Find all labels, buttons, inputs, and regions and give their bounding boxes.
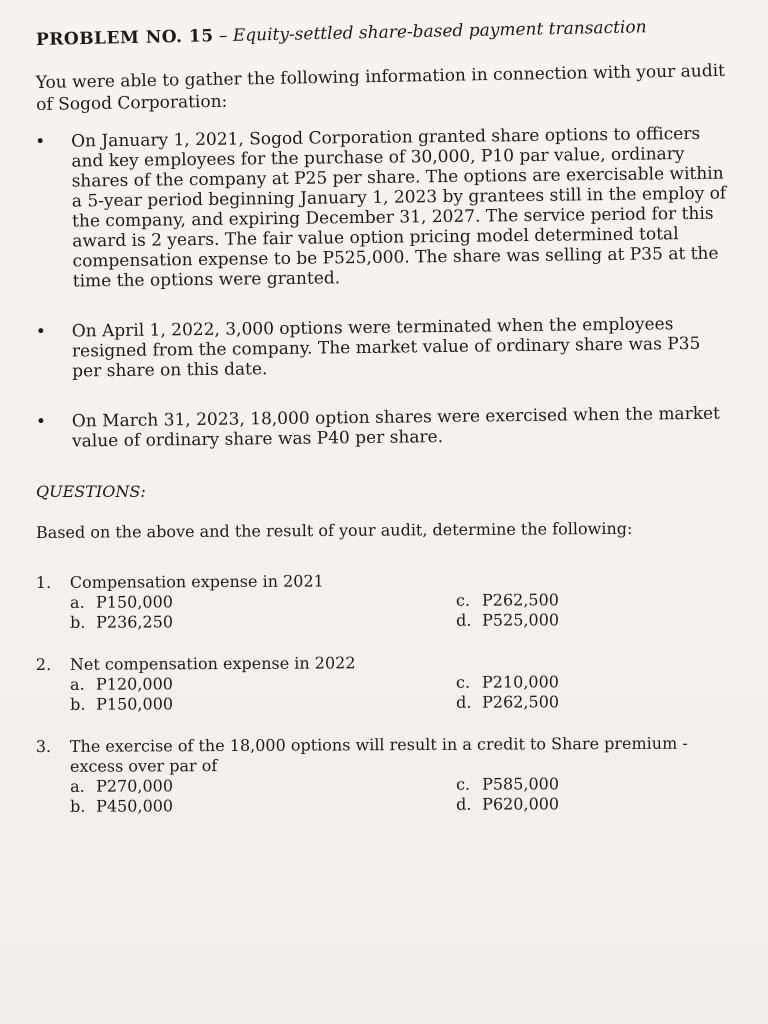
- choice-letter: c.: [455, 774, 471, 794]
- choice-value: P150,000: [95, 592, 173, 612]
- choice-grid: [70, 773, 728, 816]
- choice-grid: [70, 589, 728, 632]
- choice-letter: d.: [456, 610, 472, 630]
- question-text: The exercise of the 18,000 options will result in a credit to Share premium - excess over par of: [69, 733, 688, 776]
- choice-value: P262,500: [481, 590, 559, 610]
- choice-letter: d.: [456, 692, 472, 712]
- choice-value: P620,000: [482, 794, 560, 814]
- choice-value: P525,000: [482, 610, 560, 630]
- choice-letter: c.: [455, 672, 471, 692]
- fact-text: On March 31, 2023, 18,000 option shares were exercised when the market value of ordinary share was P40 per share.: [71, 403, 721, 452]
- title-dash: –: [213, 25, 234, 47]
- problem-label: PROBLEM NO. 15: [35, 26, 214, 50]
- choice-option: [70, 693, 456, 715]
- choice-option: [70, 591, 456, 613]
- choice-option: [456, 590, 696, 611]
- choice-value: P450,000: [96, 796, 174, 816]
- question-text: Net compensation expense in 2022: [69, 653, 356, 674]
- choice-option: [70, 611, 456, 633]
- problem-title: [36, 14, 728, 52]
- question-item: [36, 569, 728, 633]
- fact-text: On April 1, 2022, 3,000 options were terminated when the employees resigned from the company. The market value of ordinary share was P35 per share on this date.: [71, 314, 701, 382]
- facts-list: [35, 123, 728, 452]
- fact-item: [36, 404, 728, 452]
- choice-letter: a.: [69, 592, 85, 612]
- fact-text: On January 1, 2021, Sogod Corporation granted share options to officers and key employees for the purchase of 30,000, P10 par value, ordinary shares of the company at P25 per share. The options are exercisable within a 5-year period beginning January 1, 2023 by grantees still in the employ of the company, and expiring December 31, 2027. The service period for this award is 2 years. The fair value option pricing model determined total compensation expense to be P525,000. The share was selling at P35 at the time the options were granted.: [71, 123, 727, 292]
- question-text: Compensation expense in 2021: [69, 571, 324, 592]
- question-number: 1.: [35, 572, 52, 593]
- choice-letter: a.: [69, 776, 85, 796]
- question-number: 2.: [35, 654, 52, 675]
- choice-value: P210,000: [481, 672, 559, 692]
- problem-subtitle: Equity-settled share-based payment transaction: [232, 17, 647, 46]
- question-item: [36, 651, 728, 715]
- question-item: [36, 733, 728, 817]
- bullet-icon: •: [35, 321, 46, 343]
- choice-letter: b.: [70, 612, 86, 632]
- choice-option: [456, 794, 696, 815]
- choice-option: [70, 775, 456, 797]
- choice-option: [456, 672, 696, 693]
- fact-item: [36, 314, 729, 382]
- choice-value: P262,500: [482, 692, 560, 712]
- question-number: 3.: [35, 736, 52, 757]
- choice-option: [456, 774, 696, 795]
- choice-value: P236,250: [96, 612, 174, 632]
- choice-letter: b.: [70, 694, 86, 714]
- choice-value: P150,000: [96, 694, 174, 714]
- choice-option: [70, 795, 456, 817]
- fact-item: [35, 124, 729, 292]
- choice-letter: c.: [455, 590, 471, 610]
- questions-heading: QUESTIONS:: [36, 482, 146, 501]
- bullet-icon: •: [35, 131, 46, 153]
- choice-option: [456, 610, 696, 631]
- choice-grid: [70, 671, 728, 714]
- bullet-icon: •: [35, 411, 47, 432]
- intro-paragraph: You were able to gather the following information in connection with your audit of Sogod Corporation:: [35, 60, 726, 115]
- choice-letter: b.: [70, 796, 86, 816]
- choice-value: P270,000: [95, 776, 174, 796]
- instruction-text: Based on the above and the result of your audit, determine the following:: [35, 518, 633, 542]
- choice-option: [70, 673, 456, 695]
- choice-letter: d.: [456, 794, 472, 814]
- choice-value: P120,000: [95, 674, 173, 694]
- choice-letter: a.: [69, 674, 85, 694]
- choice-option: [456, 692, 696, 713]
- choice-value: P585,000: [481, 774, 560, 794]
